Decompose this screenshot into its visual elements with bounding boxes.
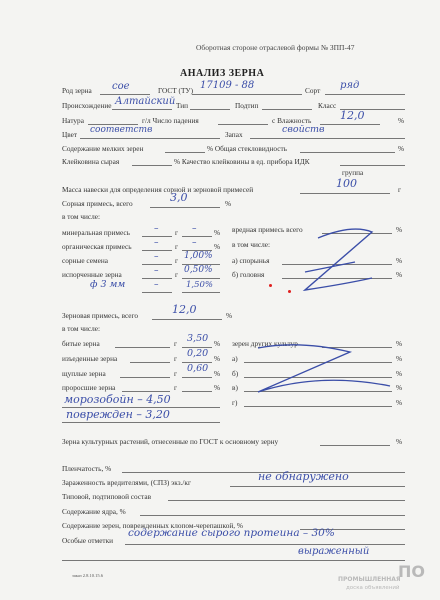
- extra-pct: 1,50%: [186, 280, 214, 290]
- form-caption: Оборотная стороне отраслевой формы № ЗПП-47: [196, 43, 355, 52]
- special-notes-label: Особые отметки: [62, 536, 114, 545]
- watermark-line1: ПРОМЫШЛЕННАЯ: [338, 576, 401, 583]
- sort-label: Сорт: [305, 86, 321, 95]
- sample-mass-label: Масса навески для определения сорной и зерновой примесей: [62, 185, 254, 194]
- filminess-label: Пленчатость, %: [62, 464, 112, 473]
- organic-pct: –: [192, 238, 197, 248]
- seeds-value: –: [154, 252, 159, 262]
- mineral-label: минеральная примесь: [62, 228, 130, 237]
- other-crops-pct-sign: %: [396, 339, 403, 348]
- form-title: АНАЛИЗ ЗЕРНА: [180, 68, 265, 79]
- origin-value: Алтайский: [115, 96, 176, 107]
- small-grains-label: Содержание мелких зерен: [62, 144, 144, 153]
- seeds-label: сорные семена: [62, 256, 108, 265]
- broken-pct-sign: %: [214, 339, 221, 348]
- smut-pct-sign: %: [396, 270, 403, 279]
- origin-label: Происхождение: [62, 101, 112, 110]
- seeds-pct: 1,00%: [184, 251, 213, 261]
- eaten-pct: 0,20: [187, 348, 209, 359]
- eaten-label: изъеденные зерна: [62, 354, 118, 363]
- sub-v-pct-sign: %: [396, 383, 403, 392]
- watermark-logo: ПО: [398, 562, 425, 581]
- special-notes-value-2: выраженный: [298, 546, 370, 557]
- moisture-pct: %: [398, 116, 405, 125]
- vitreousness-pct: %: [398, 144, 405, 153]
- sub-g-pct-sign: %: [396, 398, 403, 407]
- sort-value: ряд: [340, 80, 360, 91]
- subtype-label: Подтип: [235, 101, 259, 110]
- eaten-pct-sign: %: [214, 354, 221, 363]
- natura-label: Натура: [62, 116, 84, 125]
- grain-impurity-pct: %: [226, 311, 233, 320]
- broken-g: г: [174, 339, 177, 348]
- sprouted-pct-sign: %: [214, 383, 221, 392]
- vitreousness-label: % Общая стекловидность: [207, 144, 287, 153]
- sub-a-label: а): [232, 354, 238, 363]
- broken-pct: 3,50: [187, 333, 209, 344]
- spoiled-value: –: [154, 266, 159, 276]
- harmful-pct-sign: %: [396, 225, 403, 234]
- weed-incl-label: в том числе:: [62, 212, 101, 221]
- shriveled-pct-sign: %: [214, 369, 221, 378]
- watermark-line2: доска объявлений: [346, 585, 400, 591]
- ergot-label: а) спорынья: [232, 256, 270, 265]
- organic-value: –: [154, 238, 159, 248]
- spoiled-pct: 0,50%: [184, 265, 213, 275]
- harmful-label: вредная примесь всего: [232, 225, 303, 234]
- cultural-grains-pct: %: [396, 437, 403, 446]
- harmful-incl-label: в том числе:: [232, 240, 271, 249]
- gost-value: 17109 - 88: [200, 80, 255, 91]
- sub-b-pct-sign: %: [396, 369, 403, 378]
- weed-impurity-value: 3,0: [170, 191, 188, 204]
- eaten-g: г: [174, 354, 177, 363]
- spoiled-label: испорченные зерна: [62, 270, 122, 279]
- type-label: Тип: [176, 101, 189, 110]
- seeds-g: г: [175, 256, 178, 265]
- smell-label: Запах: [225, 130, 243, 139]
- cultural-grains-label: Зерна культурных растений, отнесенные по ГОСТ к основному зерну: [62, 437, 279, 446]
- gost-label: ГОСТ (ТУ): [158, 86, 194, 95]
- sample-mass-value: 100: [336, 177, 357, 190]
- other-crops-label: зерен других культур: [232, 339, 298, 348]
- mineral-g: г: [175, 228, 178, 237]
- natura-unit: г/л Число падения: [142, 116, 199, 125]
- damaged-note: поврежден – 3,20: [66, 408, 170, 421]
- organic-g: г: [175, 242, 178, 251]
- grain-type-label: Род зерна: [62, 86, 92, 95]
- moisture-label: с Влажность: [272, 116, 312, 125]
- smell-value: свойств: [282, 124, 325, 135]
- spoiled-g: г: [175, 270, 178, 279]
- organic-label: органическая примесь: [62, 242, 132, 251]
- weed-impurity-pct: %: [225, 199, 232, 208]
- mineral-pct-sign: %: [214, 228, 221, 237]
- pest-label: Зараженность вредителями, (СПЗ) экз./кг: [62, 478, 191, 487]
- special-notes-value: содержание сырого протеина – 30%: [128, 527, 335, 539]
- sub-g-label: г): [232, 398, 238, 407]
- bug-damage-label: Содержание зерен, поврежденных клопом-черепашкой, %: [62, 521, 243, 530]
- broken-label: битые зерна: [62, 339, 100, 348]
- extra-value: –: [154, 280, 159, 290]
- gluten-quality-label: % Качество клейковины в ед. прибора ИДК: [174, 157, 310, 166]
- sub-v-label: в): [232, 383, 238, 392]
- shriveled-label: щуплые зерна: [62, 369, 106, 378]
- grain-type-value: сое: [112, 81, 130, 92]
- grain-impurity-label: Зерновая примесь, всего: [62, 311, 139, 320]
- class-label: Класс: [318, 101, 337, 110]
- kernel-content-label: Содержание ядра, %: [62, 507, 126, 516]
- grain-impurity-value: 12,0: [172, 303, 197, 316]
- shriveled-g: г: [174, 369, 177, 378]
- shriveled-pct: 0,60: [187, 363, 209, 374]
- sub-a-pct-sign: %: [396, 354, 403, 363]
- organic-pct-sign: %: [214, 242, 221, 251]
- mineral-value: –: [154, 224, 159, 234]
- sample-mass-unit: г: [398, 185, 401, 194]
- grain-incl-label: в том числе:: [62, 324, 101, 333]
- type-composition-label: Типовой, подтиповой состав: [62, 492, 152, 501]
- color-value: соответств: [90, 125, 153, 135]
- sprouted-g: г: [174, 383, 177, 392]
- moisture-value: 12,0: [340, 109, 365, 122]
- sub-b-label: б): [232, 369, 239, 378]
- color-label: Цвет: [62, 130, 78, 139]
- group-label: группа: [342, 168, 364, 177]
- extra-label: ф 3 мм: [90, 279, 126, 290]
- smut-label: б) головня: [232, 270, 265, 279]
- gluten-label: Клейковина сырая: [62, 157, 120, 166]
- frost-note: морозобойн – 4,50: [64, 393, 171, 406]
- sprouted-label: проросшие зерна: [62, 383, 116, 392]
- mineral-pct: –: [192, 224, 197, 234]
- ergot-pct-sign: %: [396, 256, 403, 265]
- order-code: заказ 2.8.10.15.6: [72, 573, 104, 578]
- pest-value: не обнаружено: [258, 470, 349, 483]
- weed-impurity-label: Сорная примесь, всего: [62, 199, 133, 208]
